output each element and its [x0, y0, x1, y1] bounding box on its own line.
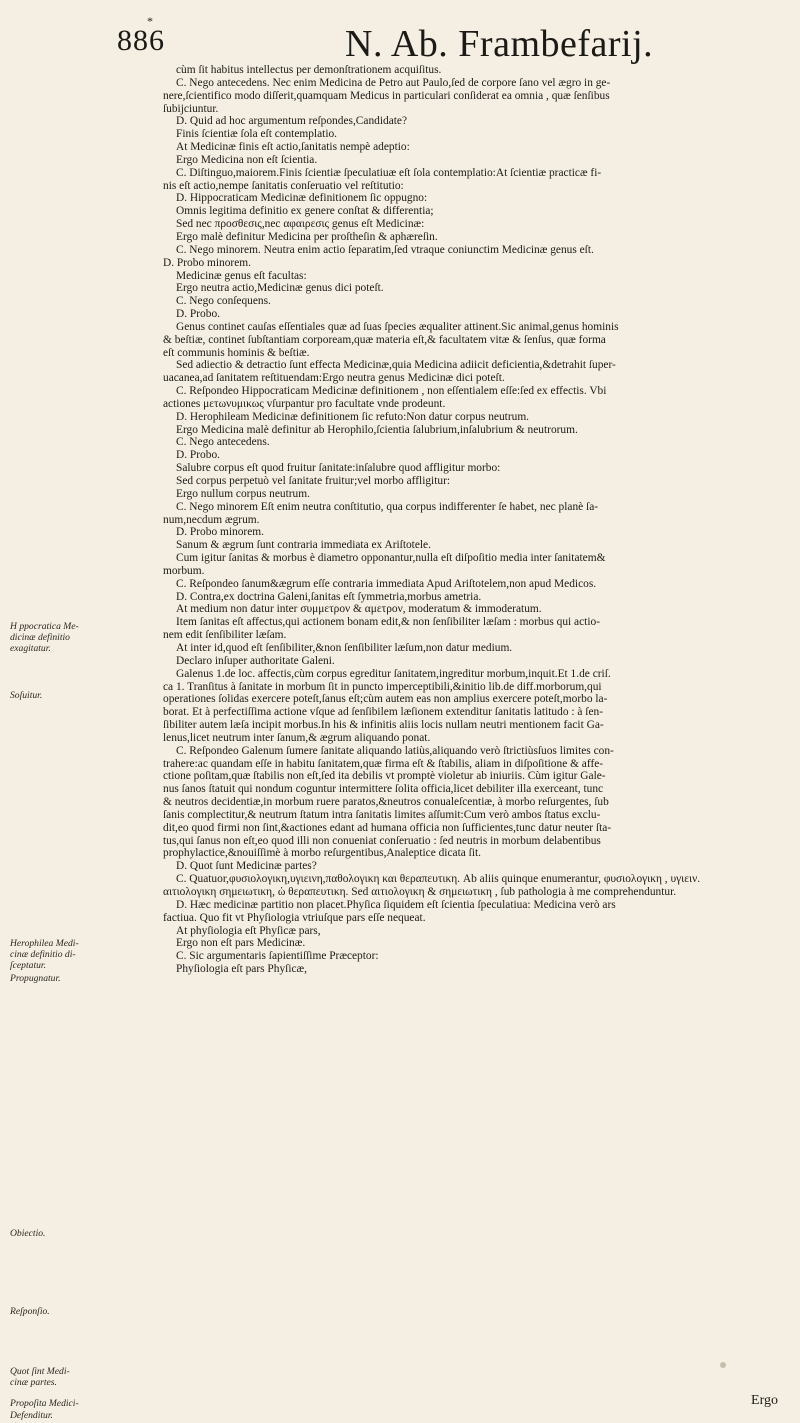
page-number: 886 — [117, 24, 165, 57]
text-line: Genus continet cauſas eſſentiales quæ ad ſuas ſpecies æqualiter attinent.Sic animal,genus hominis — [176, 320, 619, 333]
margin-note — [10, 1306, 160, 1317]
text-line: ctione poſitam,quæ ſtabilis non eſt,ſed ita debilis vt promptè violetur ab iniuriis. Cùm igitur Gale- — [163, 770, 606, 783]
margin-note — [10, 938, 160, 971]
margin-note-line: Herophilea Medi- — [10, 938, 79, 949]
text-line: Ergo Medicina non eſt ſcientia. — [176, 153, 318, 166]
text-line: cùm ſit habitus intellectus per demonſtrationem acquiſitus. — [176, 64, 442, 76]
text-line: eſt communis hominis & beſtiæ. — [163, 346, 310, 359]
text-line: Phyſiologia eſt pars Phyſicæ, — [176, 963, 307, 976]
header-ornament: * — [147, 14, 153, 28]
text-line: At phyſiologia eſt Phyſicæ pars, — [176, 924, 321, 937]
text-line: ſubijciuntur. — [163, 102, 219, 115]
text-line: C. Reſpondeo ſanum&ægrum eſſe contraria immediata Apud Ariſtotelem,non apud Medicos. — [176, 577, 597, 590]
text-line: C. Reſpondeo Galenum ſumere ſanitate aliquando latiùs,aliquando verò ſtrictiùsſuos limites con- — [176, 744, 614, 757]
margin-note — [10, 1410, 160, 1421]
text-line: & beſtiæ, continet ſubſtantiam corpoream,quæ materia eſt,& facultatem vitæ & ſenſus, quæ forma — [163, 333, 606, 346]
text-line: D. Probo minorem. — [176, 526, 264, 539]
text-line: D. Herophileam Medicinæ definitionem ſic refuto:Non datur corpus neutrum. — [176, 410, 530, 423]
text-line: borat. Et à perfectiſſima actione vſque ad ſenſibilem læſionem extenditur ſanitatis latitudo : à ſen- — [163, 706, 603, 719]
text-line: D. Hæc medicinæ partitio non placet.Phyſica ſiquidem eſt ſcientia ſpeculatiua: Medicina verò ars — [176, 898, 616, 911]
text-line: ſanis complectitur,& neutrum ſtatum intra ſanitatis limites aſſumit:Cum verò ambos ſtatus exclu- — [163, 808, 601, 821]
body-text — [163, 64, 781, 976]
text-line: At Medicinæ finis eſt actio,ſanitatis nempè adeptio: — [176, 141, 410, 154]
margin-note — [10, 690, 160, 701]
catchword: Ergo — [751, 1393, 778, 1408]
text-line: C. Quatuor,φυσιολογικη,υγιεινη,παθολογικη και θεραπευτικη. Ab aliis quinque enumerantur, φυσιολογικη , υγιειν. — [176, 873, 701, 886]
text-line: C. Nego minorem Eſt enim neutra conſtitutio, qua corpus indifferenter ſe habet, nec planè ſa- — [176, 500, 599, 513]
margin-note-line: Obiectio. — [10, 1228, 46, 1239]
margin-note-line: Defenditur. — [10, 1410, 53, 1421]
margin-note-line: Propoſita Medici- — [10, 1398, 79, 1409]
text-line: uacanea,ad ſanitatem reſtituendam:Ergo neutra genus Medicinæ dici poteſt. — [163, 372, 505, 385]
text-line: nis eſt actio,nempe ſanitatis conſeruatio vel reſtitutio: — [163, 179, 404, 192]
text-line: dit,eo quod firmi non ſint,&actiones edant ad humana officia non ſufficientes,tunc datur neuter ſta- — [163, 821, 612, 834]
text-line: αιτιολογικη σημειωτικη, ὡ θεραπευτικη. Sed αιτιολογικη & σημειωτικη , ſub pathologia à me comprehenduntur. — [163, 886, 677, 898]
margin-note-line: H ppocratica Me- — [10, 621, 79, 632]
text-line: Finis ſcientiæ ſola eſt contemplatio. — [176, 128, 338, 141]
margin-note — [10, 1366, 160, 1388]
ink-spot — [720, 1362, 726, 1368]
text-line: tus,qui ſanus non eſt,eo quod illi non conueniat conſeruatio : ſed neutris in morbum delabentibus — [163, 834, 601, 847]
text-line: factiua. Quo fit vt Phyſiologia vtriuſque pars eſſe nequeat. — [163, 911, 426, 924]
margin-note-line: cinæ definitio di- — [10, 949, 76, 960]
text-line: lenus,licet neutrum inter ſanum,& ægrum aliquando ponat. — [163, 731, 431, 744]
text-line: C. Nego antecedens. — [176, 436, 270, 449]
text-line: Ergo nullum corpus neutrum. — [176, 487, 310, 500]
text-line: Galenus 1.de loc. affectis,cùm corpus egreditur ſanitatem,ingreditur morbum,inquit.Et 1.de criſ. — [176, 667, 611, 680]
text-line: operationes ſolidas exercere poteſt,ſanus eſt;cùm autem eas non amplius exercere poteſt,morbo la- — [163, 693, 608, 706]
text-line: nere,ſcientifico modo diſſerit,quamquam Medicus in particulari conſiderat ea omnia , quæ ſenſibus — [163, 89, 610, 102]
text-line: Ergo malè definitur Medicina per proſtheſin & aphæreſin. — [176, 230, 438, 243]
text-line: nem edit ſenſibiliter læſam. — [163, 629, 287, 642]
text-line: C. Sic argumentaris ſapientiſſime Præceptor: — [176, 950, 379, 963]
text-line: Sanum & ægrum ſunt contraria immediata ex Ariſtotele. — [176, 539, 431, 552]
text-line: ca 1. Tranſitus à ſanitate in morbum ſit in puncto imperceptibili,&initio lib.de diff.morborum,qui — [163, 680, 602, 693]
text-line: C. Nego conſequens. — [176, 295, 271, 308]
margin-note-line: exagitatur. — [10, 643, 51, 654]
margin-note-line: dicinæ definitio — [10, 632, 70, 643]
text-line: D. Contra,ex doctrina Galeni,ſanitas eſt ſymmetria,morbus ametria. — [176, 590, 482, 603]
text-line: At medium non datur inter συμμετρον & αμετρον, moderatum & immoderatum. — [176, 603, 542, 616]
margin-note — [10, 1228, 160, 1239]
text-line: Ergo neutra actio,Medicinæ genus dici poteſt. — [176, 282, 384, 295]
text-line: num,necdum ægrum. — [163, 513, 260, 526]
text-line: At inter id,quod eſt ſenſibiliter,&non ſenſibiliter læſum,non datur medium. — [176, 641, 513, 654]
text-line: Sed corpus perpetuò vel ſanitate fruitur;vel morbo affligitur: — [176, 475, 451, 487]
text-line: Ergo non eſt pars Medicinæ. — [176, 937, 306, 950]
text-line: C. Nego minorem. Neutra enim actio ſeparatim,ſed vtraque coniunctim Medicinæ genus eſt. — [176, 243, 594, 256]
text-line: trahere:ac quandam eſſe in habitu ſanitatem,quæ firma eſt & ſtabilis, aliam in diſpoſitione & affe- — [163, 757, 604, 770]
text-line: Sed adiectio & detractio ſunt effecta Medicinæ,quia Medicina adiicit deficientia,&detrahit ſuper- — [176, 359, 616, 372]
margin-note — [10, 973, 160, 984]
text-line: D. Hippocraticam Medicinæ definitionem ſic oppugno: — [176, 192, 428, 205]
text-line: prophylactice,&nouiſſimè à morbo reſurgentibus,Analeptice dicata ſit. — [163, 847, 481, 860]
text-line: D. Quid ad hoc argumentum reſpondes,Candidate? — [176, 115, 408, 128]
margin-note-line: Soſuitur. — [10, 690, 43, 701]
text-line: D. Quot ſunt Medicinæ partes? — [176, 860, 317, 873]
text-line: Sed nec προσθεσις,nec αφαιρεσις genus eſt Medicinæ: — [176, 218, 425, 231]
text-line: Item ſanitas eſt affectus,qui actionem bonam edit,& non ſenſibiliter læſam : morbus qui actio- — [176, 616, 600, 629]
margin-note-line: cinæ partes. — [10, 1377, 57, 1388]
text-line: nus ſanos ſtatuit qui nondum coguntur intermittere ſolita officia,licet debiliter illa exerceant, tunc — [163, 783, 604, 796]
text-line: Cum igitur ſanitas & morbus è diametro opponantur,nulla eſt diſpoſitio media inter ſanitatem& — [176, 552, 606, 565]
margin-note-line: Quot ſint Medi- — [10, 1366, 70, 1377]
margin-note-line: Propugnatur. — [10, 973, 61, 984]
running-title: N. Ab. Frambefarij. — [345, 23, 654, 65]
text-line: Salubre corpus eſt quod fruitur ſanitate:inſalubre quod affligitur morbo: — [176, 462, 501, 475]
margin-note — [10, 621, 160, 654]
text-line: D. Probo. — [176, 308, 220, 321]
text-line: morbum. — [163, 564, 205, 577]
text-line: Declaro inſuper authoritate Galeni. — [176, 654, 335, 667]
margin-note — [10, 1398, 160, 1409]
text-line: C. Nego antecedens. Nec enim Medicina de Petro aut Paulo,ſed de corpore ſano vel ægro in ge- — [176, 76, 611, 89]
text-line: D. Probo. — [176, 449, 220, 462]
text-line: Medicinæ genus eſt facultas: — [176, 269, 307, 282]
text-line: D. Probo minorem. — [163, 256, 251, 269]
text-line: actiones μετωνυμικως vſurpantur pro facultate vnde prodeunt. — [163, 397, 446, 410]
margin-note-line: Reſponſio. — [10, 1306, 50, 1317]
margin-note-line: ſceptatur. — [10, 960, 46, 971]
text-line: ſibiliter autem læſa incipit morbus.In his & infinitis aliis locis nullam neutri mentionem facit Ga- — [163, 719, 604, 732]
text-line: C. Reſpondeo Hippocraticam Medicinæ definitionem , non eſſentialem eſſe:ſed ex effectis. Vbi — [176, 385, 607, 398]
text-line: & neutros decidentiæ,in morbum ruere paratos,&neutros conualeſcentiæ, à morbo reſurgentes, ſub — [163, 796, 609, 809]
text-line: Ergo Medicina malè definitur ab Herophilo,ſcientia ſalubrium,inſalubrium & neutrorum. — [176, 423, 578, 436]
text-line: C. Diſtinguo,maiorem.Finis ſcientiæ ſpeculatiuæ eſt ſola contemplatio:At ſcientiæ practicæ fi- — [176, 166, 602, 179]
text-line: Omnis legitima definitio ex genere conſtat & differentia; — [176, 205, 434, 218]
